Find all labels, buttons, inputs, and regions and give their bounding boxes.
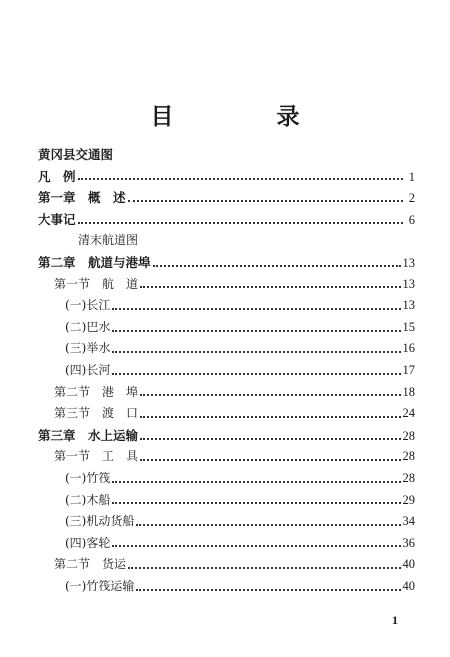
page-title: 目 录	[150, 104, 340, 130]
toc-entry	[0, 295, 450, 317]
dot-leader	[128, 567, 400, 569]
toc-entry-label: 第二节 港 埠	[54, 384, 139, 399]
toc-entry-label: (三)机动货船	[65, 514, 135, 529]
toc-entry-page: 17	[402, 362, 415, 377]
dot-leader	[78, 222, 403, 224]
dot-leader	[112, 373, 400, 375]
toc-entry-page: 24	[402, 406, 415, 421]
toc-entry-label: (三)举水	[65, 341, 111, 356]
toc-entry-label: (一)长江	[65, 298, 111, 313]
toc-entry	[0, 166, 450, 188]
toc-entry-page: 36	[402, 535, 415, 550]
toc-entry-page: 1	[408, 169, 415, 184]
toc-entry	[0, 511, 450, 533]
dot-leader	[140, 394, 400, 396]
toc-entry-page: 29	[402, 492, 415, 507]
toc-entry-label: (一)竹筏	[65, 470, 111, 485]
dot-leader	[140, 416, 400, 418]
dot-leader	[140, 286, 400, 288]
toc-entry	[0, 403, 450, 425]
dot-leader	[140, 459, 400, 461]
toc-entry	[0, 144, 450, 166]
toc-entry	[0, 338, 450, 360]
toc-entry	[0, 360, 450, 382]
toc-entry-label: 大事记	[38, 211, 76, 227]
toc-entry-page: 13	[402, 255, 415, 270]
toc-entry	[0, 230, 450, 252]
toc-entry-page: 13	[402, 298, 415, 313]
toc-entry-label: (一)竹筏运输	[65, 578, 135, 593]
toc-entry	[0, 554, 450, 576]
toc-entry-label: 第三章 水上运输	[38, 427, 139, 443]
toc-entry-label: 第三节 渡 口	[54, 406, 139, 421]
toc-entry	[0, 446, 450, 468]
toc-entry-label: 第二章 航道与港埠	[38, 254, 151, 270]
dot-leader	[136, 524, 400, 526]
toc-entry	[0, 425, 450, 447]
dot-leader	[112, 502, 400, 504]
dot-leader	[112, 351, 400, 353]
toc-entry-page: 15	[402, 319, 415, 334]
toc-entry-page: 13	[402, 276, 415, 291]
toc-entry-label: 第一节 工 具	[54, 449, 139, 464]
toc-entry-label: (二)木船	[65, 492, 111, 507]
toc-entry	[0, 533, 450, 555]
toc-entry-page: 40	[402, 578, 415, 593]
toc-entry-page: 28	[402, 470, 415, 485]
toc-entry	[0, 576, 450, 598]
dot-leader	[112, 308, 400, 310]
toc-entry-page: 18	[402, 384, 415, 399]
dot-leader	[112, 545, 400, 547]
toc-entry-label: 清末航道图	[78, 233, 139, 248]
toc-entry	[0, 382, 450, 404]
dot-leader	[112, 330, 400, 332]
toc-entry-label: 第一节 航 道	[54, 276, 139, 291]
toc-entry-page: 16	[402, 341, 415, 356]
toc-entry-label: 凡 例	[38, 168, 76, 184]
dot-leader	[128, 200, 403, 202]
toc-entry-label: 第二节 货运	[54, 557, 127, 572]
toc-entry-page: 34	[402, 514, 415, 529]
toc-entry	[0, 187, 450, 209]
dot-leader	[140, 438, 400, 440]
toc-entry-label: (四)客轮	[65, 535, 111, 550]
toc-entry-label: (四)长河	[65, 362, 111, 377]
dot-leader	[78, 178, 403, 180]
toc-entry-label: 黄冈县交通图	[38, 147, 114, 162]
toc-entry-page: 40	[402, 557, 415, 572]
toc-entry-label: (二)巴水	[65, 319, 111, 334]
dot-leader	[136, 589, 400, 591]
toc-entry-page: 28	[402, 449, 415, 464]
dot-leader	[112, 481, 400, 483]
toc-entry	[0, 252, 450, 274]
page-number: 1	[392, 613, 398, 627]
toc-entry-page: 6	[408, 212, 415, 227]
toc-entry	[0, 317, 450, 339]
toc-entry-label: 第一章 概 述	[38, 190, 126, 206]
toc-entry	[0, 209, 450, 231]
toc-entry	[0, 468, 450, 490]
dot-leader	[153, 265, 401, 267]
toc-entry	[0, 274, 450, 296]
table-of-contents	[0, 144, 450, 597]
toc-entry	[0, 490, 450, 512]
toc-entry-page: 28	[402, 428, 415, 443]
toc-entry-page: 2	[408, 191, 415, 206]
